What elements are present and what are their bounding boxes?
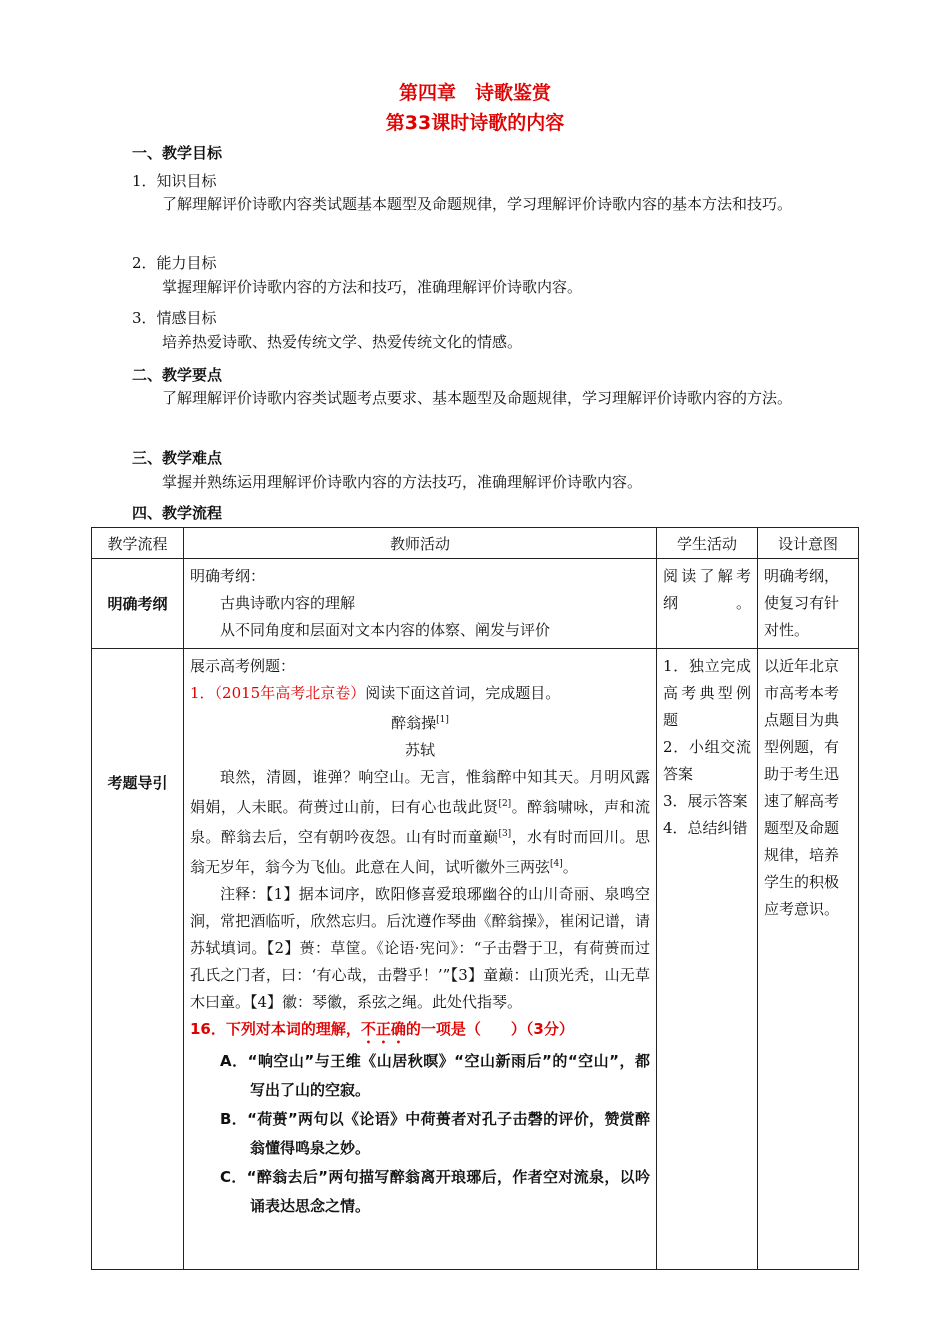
- objective-3-title: 3．情感目标: [132, 309, 217, 327]
- row1-student: 阅读了解考纲。: [657, 559, 758, 649]
- row1-intent: 明确考纲，使复习有针对性。: [758, 559, 859, 649]
- student-step: 3．展示答案: [663, 792, 748, 810]
- objective-1-title: 1．知识目标: [132, 172, 217, 190]
- header-student: 学生活动: [657, 528, 758, 559]
- option-b: B．“荷蒉”两句以《论语》中荷蒉者对孔子击磬的评价，赞赏醉翁懂得鸣泉之妙。: [220, 1110, 650, 1157]
- table-row: [92, 649, 859, 1270]
- row1-teacher-line: 从不同角度和层面对文本内容的体察、阐发与评价: [220, 621, 551, 639]
- row1-stage: 明确考纲: [92, 559, 184, 649]
- header-teacher: 教师活动: [184, 528, 657, 559]
- student-step: 4．总结纠错: [663, 819, 748, 837]
- row1-teacher: [184, 559, 657, 649]
- poem-author: 苏轼: [404, 741, 435, 759]
- row2-teacher: [184, 649, 657, 1270]
- row2-stage: 考题导引: [92, 649, 184, 1270]
- section-4-heading: 四、教学流程: [132, 504, 223, 522]
- teaching-flow-table: [91, 527, 859, 1270]
- row1-teacher-line: 古典诗歌内容的理解: [220, 594, 356, 612]
- exam-source: 1．（2015年高考北京卷）阅读下面这首词，完成题目。: [190, 684, 561, 702]
- poem-notes: 注释：【1】据本词序，欧阳修喜爱琅琊幽谷的山川奇丽、泉鸣空涧，常把酒临听，欣然忘归。后沈遵作琴曲《醉翁操》，崔闲记谱，请苏轼填词。【2】蒉：草筐。《论语·宪问》：“子击磬于卫，有荷蒉而过孔氏之门者，曰：‘有心哉，击磬乎！’”【3】童巅：山顶光秃，山无草木曰童。【4】徽：琴徽，系弦之绳。此处代指琴。: [190, 885, 650, 1011]
- student-step: 1．独立完成高考典型例题: [663, 657, 751, 729]
- student-step: 2．小组交流答案: [663, 738, 751, 783]
- section-3-text: 掌握并熟练运用理解评价诗歌内容的方法技巧，准确理解评价诗歌内容。: [162, 473, 643, 491]
- header-stage: 教学流程: [92, 528, 184, 559]
- table-header-row: [92, 528, 859, 559]
- row2-student: [657, 649, 758, 1270]
- question-stem: 16．下列对本词的理解，不正确的一项是（ ）（3分）: [190, 1020, 574, 1038]
- header-intent: 设计意图: [758, 528, 859, 559]
- chapter-title: 第四章 诗歌鉴赏: [398, 82, 551, 104]
- option-a: A．“响空山”与王维《山居秋暝》“空山新雨后”的“空山”，都写出了山的空寂。: [220, 1052, 650, 1099]
- section-1-heading: 一、教学目标: [132, 144, 223, 162]
- table-row: [92, 559, 859, 649]
- objective-2-text: 掌握理解评价诗歌内容的方法和技巧，准确理解评价诗歌内容。: [162, 278, 583, 296]
- objective-2-title: 2．能力目标: [132, 254, 217, 272]
- poem-text: 琅然，清圆，谁弹？响空山。无言，惟翁醉中知其天。月明风露娟娟，人未眠。荷蒉过山前，曰有心也哉此贤[2]。醉翁啸咏，声和流泉。醉翁去后，空有朝吟夜怨。山有时而童巅[3]，水有时而回川。思翁无岁年，翁今为飞仙。此意在人间，试听徽外三两弦[4]。: [190, 768, 650, 876]
- section-2-text: 了解理解评价诗歌内容类试题考点要求、基本题型及命题规律，学习理解评价诗歌内容的方法。: [162, 389, 793, 407]
- section-2-heading: 二、教学要点: [132, 366, 223, 384]
- poem-title: 醉翁操[1]: [391, 714, 449, 732]
- row2-intent: 以近年北京市高考本考点题目为典型例题，有助于考生迅速了解高考题型及命题规律，培养学生的积极应考意识。: [758, 649, 859, 1270]
- objective-3-text: 培养热爱诗歌、热爱传统文学、热爱传统文化的情感。: [162, 333, 523, 351]
- objective-1-text: 了解理解评价诗歌内容类试题基本题型及命题规律，学习理解评价诗歌内容的基本方法和技巧。: [162, 195, 793, 213]
- lesson-title: 第33课时诗歌的内容: [385, 112, 565, 134]
- row1-teacher-line: 明确考纲：: [190, 567, 266, 585]
- exam-intro: 展示高考例题：: [190, 657, 296, 675]
- section-3-heading: 三、教学难点: [132, 449, 223, 467]
- option-c: C．“醉翁去后”两句描写醉翁离开琅琊后，作者空对流泉，以吟诵表达思念之情。: [220, 1168, 650, 1215]
